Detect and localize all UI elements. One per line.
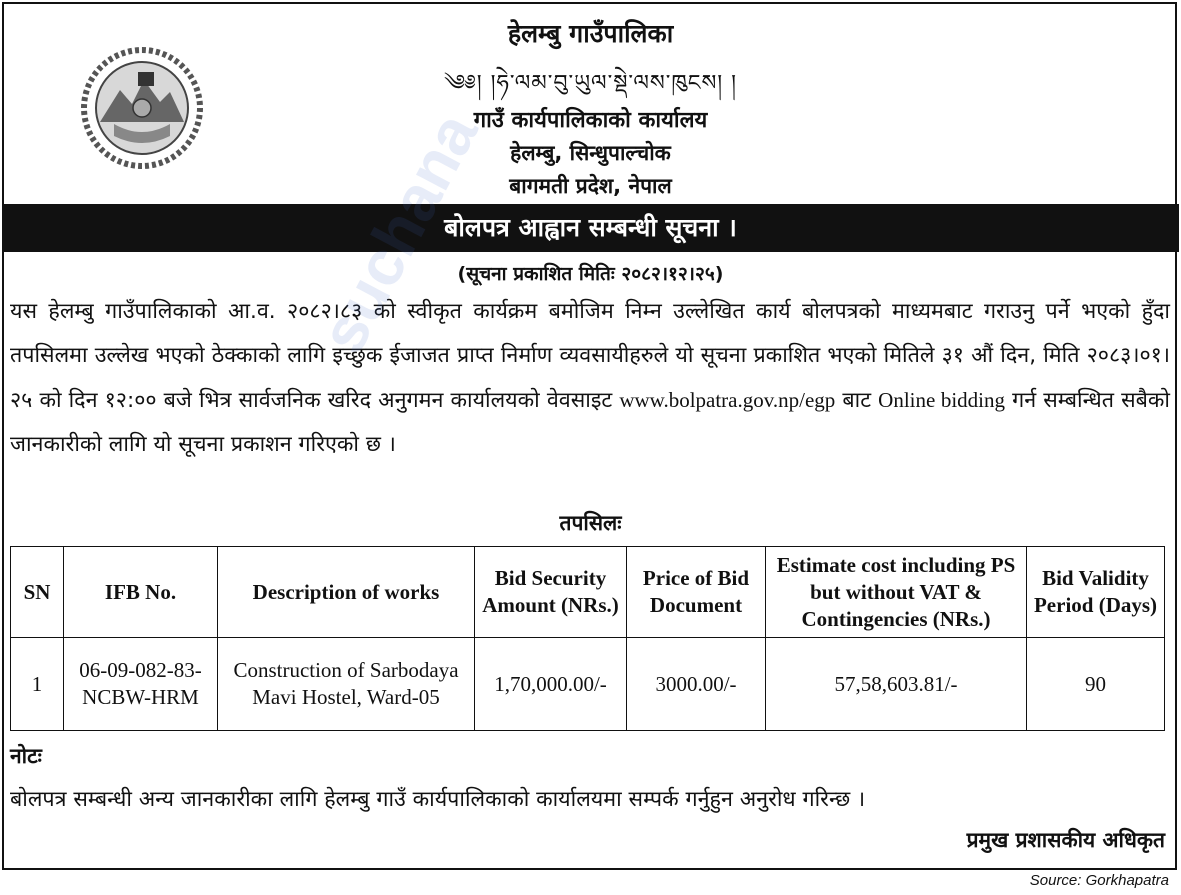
- table-row: [11, 638, 1165, 731]
- body-part-3: गर्न सम्बन्धित सबैको जानकारीको लागि यो सूचना प्रकाशन गरिएको छ ।: [10, 388, 1170, 457]
- watermark: suchana: [305, 101, 492, 365]
- office-name: गाउँ कार्यपालिकाको कार्यालय: [473, 108, 708, 133]
- header-bid-security: Bid Security Amount (NRs.): [475, 547, 627, 638]
- tibetan-line: ༄༅། །ཧེ་ལམ་བུ་ཡུལ་སྡེ་ལས་ཁུངས། །: [443, 71, 738, 96]
- cell-sn: 1: [11, 638, 64, 731]
- source-credit: Source: Gorkhapatra: [1029, 872, 1169, 889]
- notice-body: [10, 290, 1170, 467]
- note-text: बोलपत्र सम्बन्धी अन्य जानकारीका लागि हेलम्बु गाउँ कार्यपालिकाको कार्यालयमा सम्पर्क गर्नुहुन अनुरोध गरिन्छ ।: [10, 787, 866, 812]
- table-header-row: [11, 547, 1165, 638]
- body-part-2: बाट: [842, 388, 872, 413]
- header-price: Price of Bid Document: [627, 547, 766, 638]
- cell-validity: 90: [1027, 638, 1165, 731]
- table-title: तपसिलः: [559, 511, 622, 535]
- cell-estimate: 57,58,603.81/-: [766, 638, 1027, 731]
- header-ifb: IFB No.: [64, 547, 218, 638]
- signature-title: प्रमुख प्रशासकीय अधिकृत: [966, 828, 1165, 852]
- cell-bid-security: 1,70,000.00/-: [475, 638, 627, 731]
- header-validity: Bid Validity Period (Days): [1027, 547, 1165, 638]
- note-label: नोटः: [10, 744, 42, 768]
- office-location: हेलम्बु, सिन्धुपाल्चोक: [510, 141, 671, 165]
- municipality-title: हेलम्बु गाउँपालिका: [507, 19, 674, 48]
- header-estimate: Estimate cost including PS but without VAT & Contingencies (NRs.): [766, 547, 1027, 638]
- cell-price: 3000.00/-: [627, 638, 766, 731]
- notice-banner: बोलपत्र आह्वान सम्बन्धी सूचना ।: [2, 204, 1179, 252]
- online-bidding-text: Online bidding: [878, 388, 1005, 412]
- works-table: [10, 546, 1165, 731]
- published-date: (सूचना प्रकाशित मितिः २०८२।१२।२५): [457, 263, 724, 285]
- bolpatra-url[interactable]: www.bolpatra.gov.np/egp: [619, 388, 836, 412]
- cell-ifb: 06-09-082-83-NCBW-HRM: [64, 638, 218, 731]
- header-description: Description of works: [218, 547, 475, 638]
- header-sn: SN: [11, 547, 64, 638]
- body-part-1: यस हेलम्बु गाउँपालिकाको आ.व. २०८२।८३ को स्वीकृत कार्यक्रम बमोजिम निम्न उल्लेखित कार्य बोलपत्रको माध्यमबाट गराउनु पर्ने भएको हुँदा तपसिलमा उल्लेख भएको ठेक्काको लागि इच्छुक ईजाजत प्राप्त निर्माण व्यवसायीहरुले यो सूचना प्रकाशित भएको मितिले ३१ औं दिन, मिति २०८३।०१।२५ को दिन १२:०० बजे भित्र सार्वजनिक खरिद अनुगमन कार्यालयको वेवसाइट: [10, 299, 1170, 413]
- cell-description: Construction of Sarbodaya Mavi Hostel, Ward-05: [218, 638, 475, 731]
- province-line: बागमती प्रदेश, नेपाल: [509, 174, 672, 198]
